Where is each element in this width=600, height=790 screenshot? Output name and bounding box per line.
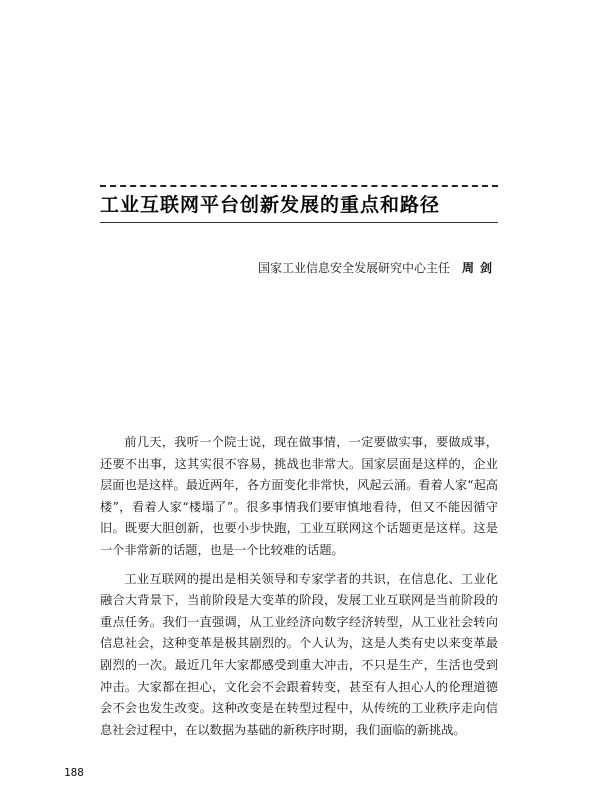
title-top-rule [100,185,498,187]
article-title: 工业互联网平台创新发展的重点和路径 [100,194,441,216]
paragraph: 前几天，我听一个院士说，现在做事情，一定要做实事，要做成事，还要不出事，这其实很不容易，挑战也非常大。国家层面是这样的，企业层面也是这样。最近两年，各方面变化非常快，风起云涌。看着人家“起高楼”，看着人家“楼塌了”。很多事情我们要审慎地看待，但又不能因循守旧。既要大胆创新，也要小步快跑，工业互联网这个话题更是这样。这是一个非常新的话题，也是一个比较难的话题。 [100,435,498,557]
author-name: 周剑 [461,261,498,275]
page-number: 188 [64,766,84,779]
paragraph: 工业互联网的提出是相关领导和专家学者的共识，在信息化、工业化融合大背景下，当前阶段是大变革的阶段，发展工业互联网是当前阶段的重点任务。我们一直强调，从工业经济向数字经济转型，从工业社会转向信息社会，这种变革是极其剧烈的。个人认为，这是人类有史以来变革最剧烈的一次。最近几年大家都感受到重大冲击，不只是生产，生活也受到冲击。大家都在担心，文化会不会跟着转变，甚至有人担心人的伦理道德会不会也发生改变。这种改变是在转型过程中，从传统的工业秩序走向信息社会过程中，在以数据为基础的新秩序时期，我们面临的新挑战。 [100,571,498,737]
byline [100,259,498,276]
article-body [100,432,498,748]
author-affiliation: 国家工业信息安全发展研究中心主任 [257,261,450,275]
title-bottom-rule [100,222,498,223]
